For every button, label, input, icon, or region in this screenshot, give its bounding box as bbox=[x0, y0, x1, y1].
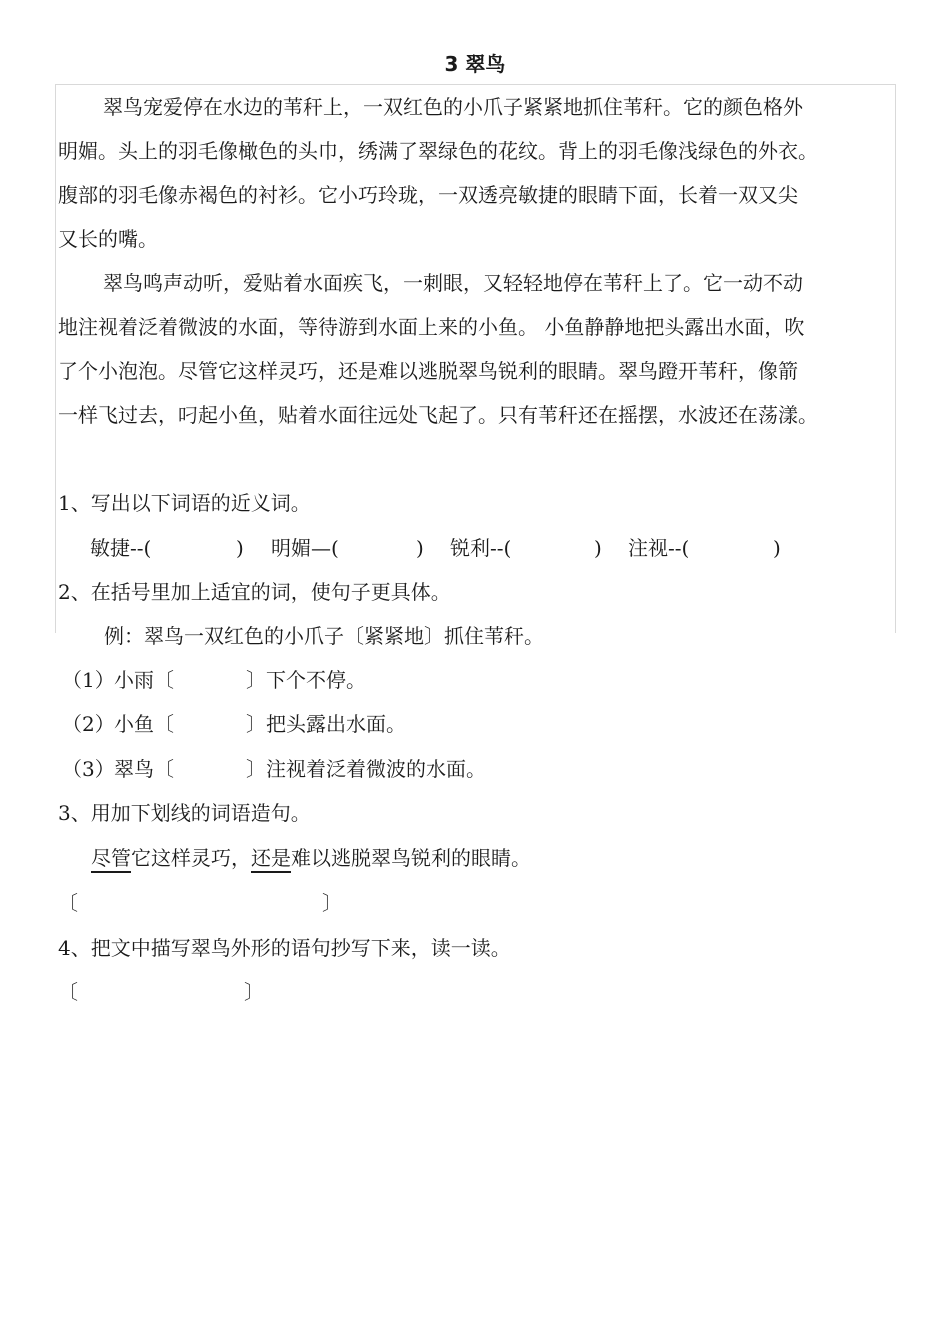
q1-blank-close: ) bbox=[416, 536, 424, 560]
q1-word-minjie: 敏捷--( bbox=[90, 536, 152, 560]
underlined-word-haishi: 还是 bbox=[251, 846, 291, 870]
q4-answer-open: 〔 bbox=[58, 980, 78, 1004]
passage-paragraph-1 bbox=[58, 85, 898, 261]
q2-item-1-number: （1） bbox=[62, 668, 115, 692]
page-title: 3 翠鸟 bbox=[444, 52, 506, 76]
q1-word-mingmei: 明媚—( bbox=[271, 536, 339, 560]
q3-answer-open: 〔 bbox=[58, 891, 78, 915]
passage-line: 翠鸟宠爱停在水边的苇秆上，一双红色的小爪子紧紧地抓住苇秆。它的颜色格外 bbox=[103, 95, 803, 119]
q1-blank-close: ) bbox=[773, 536, 781, 560]
q2-item-3-number: （3） bbox=[62, 757, 115, 781]
question-1-prompt: 1、写出以下词语的近义词。 bbox=[58, 491, 311, 515]
underlined-word-jinguan: 尽管 bbox=[91, 846, 131, 870]
passage-line: 翠鸟鸣声动听，爱贴着水面疾飞，一刺眼，又轻轻地停在苇秆上了。它一动不动 bbox=[103, 271, 803, 295]
q2-item-2-number: （2） bbox=[62, 712, 115, 736]
q2-item-2-pre: 小鱼〔 bbox=[114, 712, 174, 736]
q2-item-3-pre: 翠鸟〔 bbox=[114, 757, 174, 781]
question-4-prompt: 4、把文中描写翠鸟外形的语句抄写下来，读一读。 bbox=[58, 936, 511, 960]
q1-blank-close: ) bbox=[594, 536, 602, 560]
q3-sentence bbox=[91, 843, 531, 873]
passage-paragraph-2 bbox=[58, 261, 898, 437]
q3-sentence-part: 难以逃脱翠鸟锐利的眼睛。 bbox=[291, 846, 531, 870]
q2-item-1-post: 〕下个不停。 bbox=[246, 668, 366, 692]
passage-line: 又长的嘴。 bbox=[58, 227, 158, 251]
q4-answer-close: 〕 bbox=[244, 980, 264, 1004]
passage-line: 一样飞过去，叼起小鱼，贴着水面往远处飞起了。只有苇秆还在摇摆，水波还在荡漾。 bbox=[58, 403, 818, 427]
question-2-prompt: 2、在括号里加上适宜的词，使句子更具体。 bbox=[58, 580, 451, 604]
passage-line: 了个小泡泡。尽管它这样灵巧，还是难以逃脱翠鸟锐利的眼睛。翠鸟蹬开苇秆，像箭 bbox=[58, 359, 798, 383]
question-3-prompt: 3、用加下划线的词语造句。 bbox=[58, 801, 311, 825]
q2-item-3-post: 〕注视着泛着微波的水面。 bbox=[246, 757, 486, 781]
q3-sentence-part: 它这样灵巧， bbox=[131, 846, 251, 870]
q1-blank-close: ) bbox=[236, 536, 244, 560]
q2-example: 例：翠鸟一双红色的小爪子〔紧紧地〕抓住苇秆。 bbox=[104, 624, 544, 648]
q1-word-ruili: 锐利--( bbox=[450, 536, 512, 560]
q1-word-zhushi: 注视--( bbox=[628, 536, 690, 560]
q2-item-2-post: 〕把头露出水面。 bbox=[246, 712, 406, 736]
passage-line: 地注视着泛着微波的水面，等待游到水面上来的小鱼。 小鱼静静地把头露出水面，吹 bbox=[58, 315, 805, 339]
q3-answer-close: 〕 bbox=[322, 891, 342, 915]
q2-item-1-pre: 小雨〔 bbox=[114, 668, 174, 692]
passage-line: 明媚。头上的羽毛像橄色的头巾，绣满了翠绿色的花纹。背上的羽毛像浅绿色的外衣。 bbox=[58, 139, 818, 163]
passage-line: 腹部的羽毛像赤褐色的衬衫。它小巧玲珑，一双透亮敏捷的眼睛下面，长着一双又尖 bbox=[58, 183, 798, 207]
